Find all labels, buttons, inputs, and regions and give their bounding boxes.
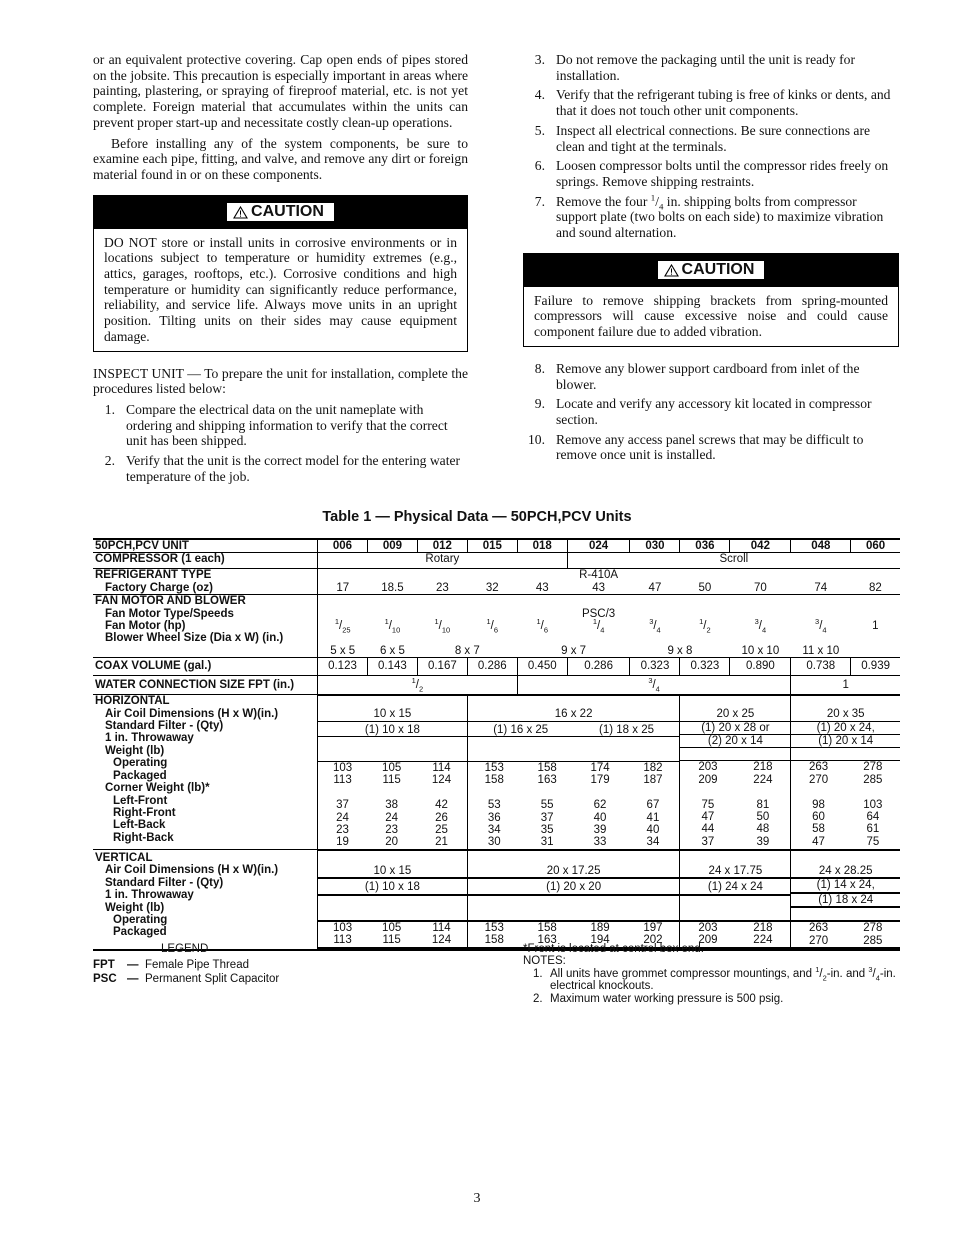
- table-row: REFRIGERANT TYPE Factory Charge (oz) 17 18.5 23 32 43 R-410A 43 47 50 70 74 82: [93, 569, 900, 595]
- list-item: 8. Remove any blower support cardboard from inlet of the blower.: [534, 360, 860, 392]
- caution-box-brackets: [523, 253, 899, 347]
- notes-title: NOTES:: [523, 955, 566, 968]
- inspect-steps-left: [93, 402, 468, 485]
- table-title: Table 1 — Physical Data — 50PCH,PCV Units: [322, 509, 632, 525]
- examine-paragraph: Before installing any of the system components, be sure to examine each pipe, fitting, and valve, and remove any dirt or foreign material found in or on these components.: [93, 135, 468, 182]
- list-item: 3. Do not remove the packaging until the unit is ready for installation.: [534, 52, 855, 83]
- inspect-steps-right-b: [523, 361, 899, 463]
- table-header-row: 50PCH,PCV UNIT 006 009 012 015 018 024 030 036 042 048 060: [93, 539, 900, 553]
- caution-header: [524, 254, 898, 287]
- table-row: WATER CONNECTION SIZE FPT (in.) $^1/_2$ $^3/_4$ 1: [93, 676, 900, 695]
- table-row: VERTICAL Air Coil Dimensions (H x W)(in.) Standard Filter - (Qty) 1 in. Throwaway Weight (lb) Operating Packaged 10 x 15 (1) 10 x 18 103 113 105 115 114 124 20 x 17.25 (1) 20 x 20 153 158 158 163 189 194 197 202 24 x 17.75 (1) 24 x 24 203 209 218 224 24 x 28.25 (1) 14 x 24, (1) 18 x 24 263 270 278 285: [93, 849, 900, 950]
- legend: [93, 943, 279, 986]
- footnote: *Front is located at control box end.: [523, 943, 704, 955]
- table-row: HORIZONTAL Air Coil Dimensions (H x W)(in.) Standard Filter - (Qty) 1 in. Throwaway Weight (lb) Operating Packaged Corner Weight (lb)* Left-Front Right-Front Left-Back Right-Back 10 x 15 (1) 10 x 18 103 113 37 24 23 19 105 115 38 24 23 20 114 124 42 26 25 21 16 x 22 (1) 16 x 25 (1) 18 x 25 153 158 53 36 34 30 158 163 55 37 35 31 174 179 62 40 39 33 182 187 67 41 40 34 20 x 25 (1) 20 x 28 or (2) 20 x 14 203 209 75 47 44 37 218 224 81 50 48 39 20 x 35 (1) 20 x 24, (1) 20 x 14 263 270 98 60 58 47 278 285 103 64 61 75: [93, 695, 900, 850]
- caution-body: DO NOT store or install units in corrosive environments or in locations subject to temperature or humidity extremes (e.g., attics, garages, rooftops, etc.). Corrosive conditions and high temperature or humidity can significantly reduce performance, reliability, and service life. Always move units in an upright position. Tilting units on their sides may cause equipment damage.: [104, 234, 457, 344]
- caution-box-storage: [93, 195, 468, 352]
- caution-header: [94, 196, 467, 229]
- list-item: 5. Inspect all electrical connections. Be sure connections are clean and tight at the terminals.: [534, 122, 871, 154]
- warning-triangle-icon: [233, 206, 248, 219]
- intro-paragraph: or an equivalent protective covering. Cap open ends of pipes stored on the jobsite. This precaution is especially important in areas where painting, plastering, or spraying of fireproof material, etc. is not yet complete. Foreign material that accumulates within the units can prevent proper start-up and necessitate costly clean-up operations.: [93, 52, 468, 130]
- physical-data-table: [93, 538, 900, 951]
- inspect-steps-right-a: [523, 52, 899, 241]
- list-item: 4. Verify that the refrigerant tubing is free of kinks or dents, and that it does not touch other unit components.: [534, 87, 891, 119]
- note-item: 1. All units have grommet compressor mountings, and $^1/_2-in$. and $^3/_4-in$. electrical knockouts.: [533, 964, 896, 993]
- table-notes: [523, 943, 901, 1005]
- list-item: 10. Remove any access panel screws that may be difficult to remove once unit is installed.: [528, 431, 864, 463]
- caution-body: Failure to remove shipping brackets from spring-mounted compressors will cause excessive noise and could cause component failure due to added vibration.: [534, 292, 888, 340]
- legend-item: FPT — Female Pipe Thread: [93, 959, 249, 972]
- legend-item: PSC — Permanent Split Capacitor: [93, 972, 280, 985]
- list-item: 7. Remove the four $^1/_4$ in. shipping bolts from compressor support plate (two bolts on each side) to maximize vibration and sound alternation.: [534, 192, 884, 241]
- note-item: 2. Maximum water working pressure is 500 psig.: [533, 992, 784, 1005]
- legend-title: LEGEND: [161, 943, 209, 955]
- warning-triangle-icon: [664, 264, 679, 277]
- caution-label: CAUTION: [681, 261, 755, 279]
- list-item: 6. Loosen compressor bolts until the compressor rides freely on springs. Remove shipping restraints.: [534, 158, 889, 189]
- right-column: [523, 52, 899, 467]
- caution-label: CAUTION: [251, 203, 324, 221]
- table-row: FAN MOTOR AND BLOWER Fan Motor Type/Speeds Fan Motor (hp) Blower Wheel Size (Dia x W) (in.) $^1/_{25}$ $^1/_{10}$ $^1/_{10}$ $^1/_6$ $^1/_6$ PSC/3 $^1/_4$ $^3/_4$ $^1/_2$ $^3/_4$ $^3/_4$ 1: [93, 595, 900, 645]
- left-column: [93, 52, 468, 488]
- table-row: COAX VOLUME (gal.) 0.123 0.143 0.167 0.286 0.450 0.286 0.323 0.323 0.890 0.738 0.939: [93, 658, 900, 676]
- list-item: 9. Locate and verify any accessory kit located in compressor section.: [534, 396, 872, 427]
- table-row: COMPRESSOR (1 each) Rotary Scroll: [93, 553, 900, 569]
- list-item: 1. Compare the electrical data on the unit nameplate with ordering and shipping information to verify that the correct unit has been shipped.: [104, 401, 448, 449]
- table-row: 5 x 5 6 x 5 8 x 7 9 x 7 9 x 8 10 x 10 11 x 10: [93, 645, 900, 658]
- list-item: 2. Verify that the unit is the correct model for the entering water temperature of the job.: [104, 453, 461, 484]
- inspect-unit-intro: INSPECT UNIT — To prepare the unit for installation, complete the procedures listed below:: [93, 365, 468, 397]
- page-number: 3: [473, 1191, 481, 1206]
